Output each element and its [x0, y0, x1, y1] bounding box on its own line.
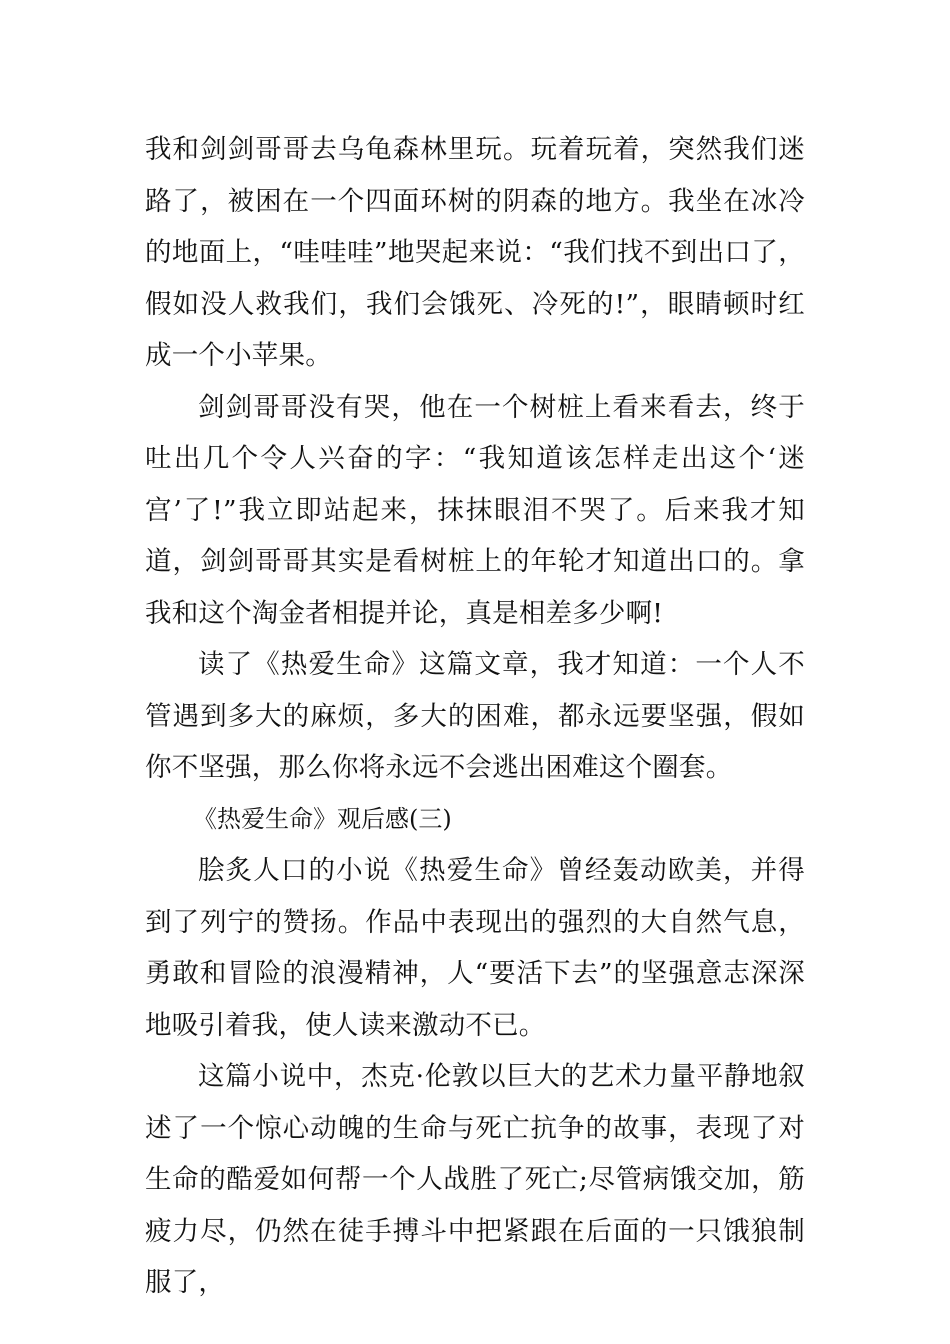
- paragraph-tree-rings: 剑剑哥哥没有哭，他在一个树桩上看来看去，终于吐出几个令人兴奋的字：“我知道该怎样走出这个‘迷宫’了!”我立即站起来，抹抹眼泪不哭了。后来我才知道，剑剑哥哥其实是看树桩上的年轮才知道出口的。拿我和这个淘金者相提并论，真是相差多少啊!: [145, 391, 805, 629]
- paragraph-novel-intro: 脍炙人口的小说《热爱生命》曾经轰动欧美，并得到了列宁的赞扬。作品中表现出的强烈的大自然气息，勇敢和冒险的浪漫精神，人“要活下去”的坚强意志深深地吸引着我，使人读来激动不已。: [145, 855, 805, 1041]
- paragraph-novel-summary: 这篇小说中，杰克·伦敦以巨大的艺术力量平静地叙述了一个惊心动魄的生命与死亡抗争的故事，表现了对生命的酷爱如何帮一个人战胜了死亡;尽管病饿交加，筋疲力尽，仍然在徒手搏斗中把紧跟在后面的一只饿狼制服了，: [145, 1061, 805, 1298]
- paragraph-lesson: 读了《热爱生命》这篇文章，我才知道：一个人不管遇到多大的麻烦，多大的困难，都永远要坚强，假如你不坚强，那么你将永远不会逃出困难这个圈套。: [145, 649, 805, 783]
- document-body: [145, 124, 805, 1309]
- section-heading: 《热爱生命》观后感(三): [193, 804, 452, 833]
- paragraph-lost-in-forest: 我和剑剑哥哥去乌龟森林里玩。玩着玩着，突然我们迷路了，被困在一个四面环树的阴森的地方。我坐在冰冷的地面上，“哇哇哇”地哭起来说：“我们找不到出口了，假如没人救我们，我们会饿死、冷死的!”，眼睛顿时红成一个小苹果。: [145, 134, 805, 371]
